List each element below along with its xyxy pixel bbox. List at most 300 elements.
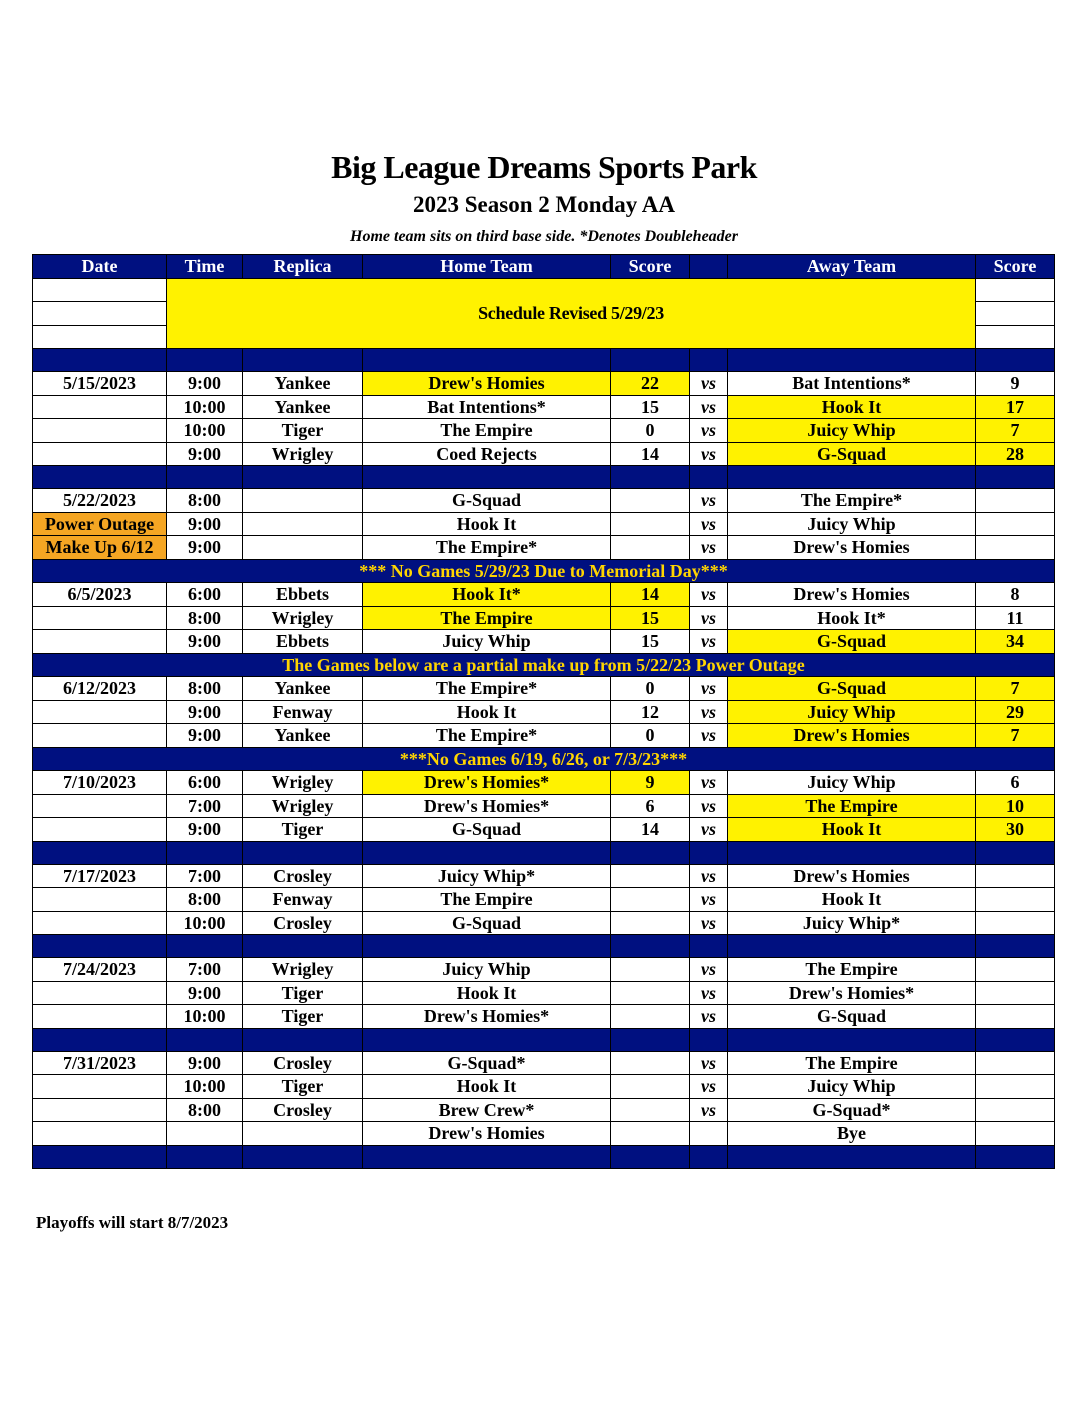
game-field: Tiger	[243, 1005, 363, 1029]
vs-label: vs	[690, 981, 728, 1005]
away-team: G-Squad	[728, 1005, 976, 1029]
game-date: 5/15/2023	[33, 372, 167, 396]
home-team: G-Squad*	[363, 1051, 611, 1075]
vs-label: vs	[690, 630, 728, 654]
game-row	[33, 606, 1055, 630]
game-date	[33, 442, 167, 466]
home-score: 15	[611, 395, 690, 419]
vs-label: vs	[690, 442, 728, 466]
vs-label: vs	[690, 864, 728, 888]
game-date: 6/5/2023	[33, 583, 167, 607]
vs-label: vs	[690, 372, 728, 396]
vs-label: vs	[690, 395, 728, 419]
header-row	[33, 255, 1055, 279]
separator-cell	[33, 935, 167, 958]
away-team: Bye	[728, 1122, 976, 1146]
home-score	[611, 981, 690, 1005]
home-team: Drew's Homies*	[363, 794, 611, 818]
separator-cell	[167, 466, 243, 489]
game-field	[243, 512, 363, 536]
separator-cell	[976, 466, 1055, 489]
game-time: 7:00	[167, 794, 243, 818]
game-row	[33, 1122, 1055, 1146]
away-score	[976, 888, 1055, 912]
separator-cell	[167, 1145, 243, 1168]
away-team: G-Squad	[728, 630, 976, 654]
away-score	[976, 1122, 1055, 1146]
separator-cell	[611, 349, 690, 372]
game-field: Tiger	[243, 981, 363, 1005]
away-score	[976, 1075, 1055, 1099]
game-date	[33, 1122, 167, 1146]
home-score	[611, 911, 690, 935]
away-team: Drew's Homies	[728, 583, 976, 607]
separator-cell	[976, 1145, 1055, 1168]
home-score	[611, 1098, 690, 1122]
vs-label: vs	[690, 1075, 728, 1099]
game-date: 6/12/2023	[33, 677, 167, 701]
game-row	[33, 981, 1055, 1005]
banner-left-cell	[33, 278, 167, 302]
separator-cell	[33, 1028, 167, 1051]
col-away-score-header: Score	[976, 255, 1055, 279]
game-row	[33, 958, 1055, 982]
game-field: Crosley	[243, 864, 363, 888]
home-score	[611, 1075, 690, 1099]
game-date: Make Up 6/12	[33, 536, 167, 560]
home-score: 6	[611, 794, 690, 818]
separator-cell	[976, 841, 1055, 864]
banner-left-cell	[33, 325, 167, 349]
vs-label	[690, 1122, 728, 1146]
home-team: G-Squad	[363, 911, 611, 935]
game-date: 7/10/2023	[33, 771, 167, 795]
game-date	[33, 700, 167, 724]
away-team: Juicy Whip	[728, 419, 976, 443]
notice-row	[33, 747, 1055, 771]
banner-right-cell	[976, 302, 1055, 326]
game-date	[33, 630, 167, 654]
game-time: 9:00	[167, 512, 243, 536]
away-team: Drew's Homies	[728, 724, 976, 748]
game-time: 8:00	[167, 1098, 243, 1122]
away-team: Juicy Whip	[728, 512, 976, 536]
game-time: 9:00	[167, 442, 243, 466]
game-field: Wrigley	[243, 771, 363, 795]
vs-label: vs	[690, 1051, 728, 1075]
game-field	[243, 1122, 363, 1146]
game-field: Crosley	[243, 1098, 363, 1122]
separator-cell	[167, 935, 243, 958]
schedule-note: Home team sits on third base side. *Denotes Doubleheader	[350, 228, 738, 245]
game-date	[33, 1005, 167, 1029]
game-field: Tiger	[243, 419, 363, 443]
away-score: 7	[976, 419, 1055, 443]
home-team: The Empire	[363, 419, 611, 443]
home-team: The Empire	[363, 888, 611, 912]
vs-label: vs	[690, 419, 728, 443]
vs-label: vs	[690, 536, 728, 560]
game-field: Yankee	[243, 677, 363, 701]
home-team: Bat Intentions*	[363, 395, 611, 419]
game-time: 10:00	[167, 1075, 243, 1099]
separator-cell	[243, 935, 363, 958]
separator-cell	[363, 841, 611, 864]
game-date	[33, 724, 167, 748]
game-row	[33, 1051, 1055, 1075]
home-score: 22	[611, 372, 690, 396]
vs-label: vs	[690, 888, 728, 912]
col-date-header: Date	[33, 255, 167, 279]
banner-right-cell	[976, 325, 1055, 349]
game-row	[33, 794, 1055, 818]
game-row	[33, 888, 1055, 912]
vs-label: vs	[690, 512, 728, 536]
notice-row	[33, 653, 1055, 677]
game-time: 10:00	[167, 1005, 243, 1029]
separator-cell	[243, 466, 363, 489]
home-team: Juicy Whip*	[363, 864, 611, 888]
home-team: Drew's Homies*	[363, 771, 611, 795]
game-field	[243, 536, 363, 560]
game-row	[33, 677, 1055, 701]
away-score: 30	[976, 818, 1055, 842]
game-row	[33, 630, 1055, 654]
home-team: Drew's Homies*	[363, 1005, 611, 1029]
game-date	[33, 606, 167, 630]
game-time: 9:00	[167, 630, 243, 654]
col-home-score-header: Score	[611, 255, 690, 279]
game-field: Tiger	[243, 818, 363, 842]
game-field: Wrigley	[243, 606, 363, 630]
away-score	[976, 536, 1055, 560]
game-time: 9:00	[167, 818, 243, 842]
game-date	[33, 911, 167, 935]
separator-cell	[728, 841, 976, 864]
game-row	[33, 442, 1055, 466]
home-score	[611, 512, 690, 536]
game-row	[33, 372, 1055, 396]
away-team: Hook It	[728, 888, 976, 912]
game-date	[33, 1075, 167, 1099]
away-score	[976, 1051, 1055, 1075]
banner-row	[33, 278, 1055, 302]
vs-label: vs	[690, 700, 728, 724]
home-score	[611, 958, 690, 982]
separator-row	[33, 349, 1055, 372]
separator-cell	[728, 935, 976, 958]
game-field: Crosley	[243, 911, 363, 935]
game-date: 7/24/2023	[33, 958, 167, 982]
separator-cell	[363, 1145, 611, 1168]
away-score: 7	[976, 724, 1055, 748]
home-team: Hook It	[363, 700, 611, 724]
home-score: 0	[611, 419, 690, 443]
home-score	[611, 489, 690, 513]
separator-cell	[690, 841, 728, 864]
col-home-team-header: Home Team	[363, 255, 611, 279]
playoffs-note: Playoffs will start 8/7/2023	[36, 1213, 229, 1232]
away-team: Juicy Whip	[728, 771, 976, 795]
separator-row	[33, 1145, 1055, 1168]
away-score: 11	[976, 606, 1055, 630]
game-row	[33, 818, 1055, 842]
separator-cell	[690, 466, 728, 489]
game-date: 7/17/2023	[33, 864, 167, 888]
away-score: 29	[976, 700, 1055, 724]
game-field: Yankee	[243, 724, 363, 748]
home-score: 14	[611, 818, 690, 842]
game-date: 5/22/2023	[33, 489, 167, 513]
away-team: The Empire*	[728, 489, 976, 513]
separator-cell	[363, 466, 611, 489]
vs-label: vs	[690, 818, 728, 842]
game-time: 6:00	[167, 771, 243, 795]
game-time: 9:00	[167, 724, 243, 748]
home-team: Drew's Homies	[363, 1122, 611, 1146]
vs-label: vs	[690, 677, 728, 701]
game-date	[33, 981, 167, 1005]
game-row	[33, 1098, 1055, 1122]
home-team: Hook It	[363, 1075, 611, 1099]
game-field: Yankee	[243, 395, 363, 419]
away-team: Juicy Whip	[728, 700, 976, 724]
home-team: Hook It	[363, 512, 611, 536]
home-team: Brew Crew*	[363, 1098, 611, 1122]
away-team: Juicy Whip	[728, 1075, 976, 1099]
game-row	[33, 489, 1055, 513]
home-team: The Empire*	[363, 536, 611, 560]
home-score	[611, 1005, 690, 1029]
home-score: 15	[611, 630, 690, 654]
separator-cell	[690, 349, 728, 372]
home-team: Juicy Whip	[363, 630, 611, 654]
away-team: Hook It	[728, 395, 976, 419]
game-field	[243, 489, 363, 513]
separator-cell	[33, 1145, 167, 1168]
separator-cell	[33, 349, 167, 372]
game-row	[33, 536, 1055, 560]
away-score: 17	[976, 395, 1055, 419]
away-score	[976, 864, 1055, 888]
game-row	[33, 700, 1055, 724]
home-score	[611, 864, 690, 888]
separator-cell	[611, 1145, 690, 1168]
separator-cell	[243, 841, 363, 864]
separator-cell	[976, 349, 1055, 372]
separator-cell	[976, 1028, 1055, 1051]
col-away-team-header: Away Team	[728, 255, 976, 279]
away-team: Hook It*	[728, 606, 976, 630]
vs-label: vs	[690, 794, 728, 818]
game-time: 9:00	[167, 536, 243, 560]
separator-cell	[167, 349, 243, 372]
vs-label: vs	[690, 489, 728, 513]
game-row	[33, 864, 1055, 888]
separator-cell	[363, 1028, 611, 1051]
game-row	[33, 911, 1055, 935]
game-time: 10:00	[167, 419, 243, 443]
game-field: Wrigley	[243, 958, 363, 982]
home-score	[611, 888, 690, 912]
game-date	[33, 794, 167, 818]
page-subtitle: 2023 Season 2 Monday AA	[413, 192, 675, 217]
game-time: 8:00	[167, 677, 243, 701]
home-team: Hook It*	[363, 583, 611, 607]
away-score: 28	[976, 442, 1055, 466]
game-time	[167, 1122, 243, 1146]
separator-cell	[243, 1145, 363, 1168]
game-row	[33, 771, 1055, 795]
game-time: 9:00	[167, 981, 243, 1005]
home-team: The Empire	[363, 606, 611, 630]
away-team: Drew's Homies	[728, 864, 976, 888]
game-row	[33, 583, 1055, 607]
away-score: 6	[976, 771, 1055, 795]
game-date: Power Outage	[33, 512, 167, 536]
away-score	[976, 512, 1055, 536]
separator-row	[33, 935, 1055, 958]
home-score: 14	[611, 442, 690, 466]
vs-label: vs	[690, 771, 728, 795]
away-score	[976, 489, 1055, 513]
game-time: 10:00	[167, 911, 243, 935]
away-team: Drew's Homies*	[728, 981, 976, 1005]
game-time: 9:00	[167, 372, 243, 396]
game-row	[33, 1075, 1055, 1099]
home-team: Coed Rejects	[363, 442, 611, 466]
separator-row	[33, 466, 1055, 489]
home-team: The Empire*	[363, 677, 611, 701]
separator-cell	[976, 935, 1055, 958]
game-time: 6:00	[167, 583, 243, 607]
away-team: Bat Intentions*	[728, 372, 976, 396]
vs-label: vs	[690, 1098, 728, 1122]
away-team: Drew's Homies	[728, 536, 976, 560]
away-score	[976, 958, 1055, 982]
game-field: Yankee	[243, 372, 363, 396]
game-field: Crosley	[243, 1051, 363, 1075]
away-team: The Empire	[728, 794, 976, 818]
game-row	[33, 512, 1055, 536]
separator-cell	[33, 841, 167, 864]
away-score: 8	[976, 583, 1055, 607]
game-field: Fenway	[243, 700, 363, 724]
game-time: 9:00	[167, 1051, 243, 1075]
game-date: 7/31/2023	[33, 1051, 167, 1075]
notice-row	[33, 559, 1055, 583]
away-score	[976, 1098, 1055, 1122]
separator-cell	[690, 935, 728, 958]
game-row	[33, 419, 1055, 443]
vs-label: vs	[690, 583, 728, 607]
home-score: 12	[611, 700, 690, 724]
game-row	[33, 395, 1055, 419]
game-date	[33, 888, 167, 912]
separator-cell	[167, 1028, 243, 1051]
away-team: The Empire	[728, 958, 976, 982]
away-team: The Empire	[728, 1051, 976, 1075]
game-time: 8:00	[167, 888, 243, 912]
separator-cell	[611, 841, 690, 864]
schedule-table	[32, 254, 1055, 1169]
away-score	[976, 981, 1055, 1005]
vs-label: vs	[690, 606, 728, 630]
separator-cell	[690, 1145, 728, 1168]
game-field: Tiger	[243, 1075, 363, 1099]
notice-text: ***No Games 6/19, 6/26, or 7/3/23***	[33, 747, 1055, 771]
banner-left-cell	[33, 302, 167, 326]
home-team: G-Squad	[363, 489, 611, 513]
game-field: Wrigley	[243, 442, 363, 466]
separator-cell	[167, 841, 243, 864]
separator-cell	[728, 1145, 976, 1168]
game-date	[33, 818, 167, 842]
home-score: 0	[611, 724, 690, 748]
home-score	[611, 1122, 690, 1146]
separator-cell	[690, 1028, 728, 1051]
game-time: 7:00	[167, 864, 243, 888]
game-time: 9:00	[167, 700, 243, 724]
separator-cell	[243, 1028, 363, 1051]
separator-cell	[363, 349, 611, 372]
separator-cell	[611, 935, 690, 958]
away-team: G-Squad*	[728, 1098, 976, 1122]
away-score: 34	[976, 630, 1055, 654]
game-date	[33, 1098, 167, 1122]
vs-label: vs	[690, 958, 728, 982]
home-score	[611, 536, 690, 560]
away-team: G-Squad	[728, 677, 976, 701]
home-score: 15	[611, 606, 690, 630]
separator-cell	[243, 349, 363, 372]
game-time: 8:00	[167, 606, 243, 630]
home-score: 0	[611, 677, 690, 701]
home-score: 9	[611, 771, 690, 795]
away-score: 9	[976, 372, 1055, 396]
separator-cell	[728, 1028, 976, 1051]
revision-banner: Schedule Revised 5/29/23	[167, 278, 976, 349]
away-score	[976, 911, 1055, 935]
separator-cell	[33, 466, 167, 489]
game-date	[33, 395, 167, 419]
page-title: Big League Dreams Sports Park	[331, 149, 757, 185]
game-date	[33, 419, 167, 443]
away-team: G-Squad	[728, 442, 976, 466]
away-team: Hook It	[728, 818, 976, 842]
separator-cell	[611, 466, 690, 489]
vs-label: vs	[690, 724, 728, 748]
away-score	[976, 1005, 1055, 1029]
game-row	[33, 724, 1055, 748]
game-time: 8:00	[167, 489, 243, 513]
notice-text: The Games below are a partial make up from 5/22/23 Power Outage	[33, 653, 1055, 677]
separator-row	[33, 841, 1055, 864]
separator-cell	[363, 935, 611, 958]
home-team: G-Squad	[363, 818, 611, 842]
home-score: 14	[611, 583, 690, 607]
banner-right-cell	[976, 278, 1055, 302]
game-time: 7:00	[167, 958, 243, 982]
separator-cell	[728, 466, 976, 489]
separator-row	[33, 1028, 1055, 1051]
away-score: 10	[976, 794, 1055, 818]
game-field: Fenway	[243, 888, 363, 912]
game-field: Ebbets	[243, 583, 363, 607]
separator-cell	[728, 349, 976, 372]
separator-cell	[611, 1028, 690, 1051]
away-score: 7	[976, 677, 1055, 701]
